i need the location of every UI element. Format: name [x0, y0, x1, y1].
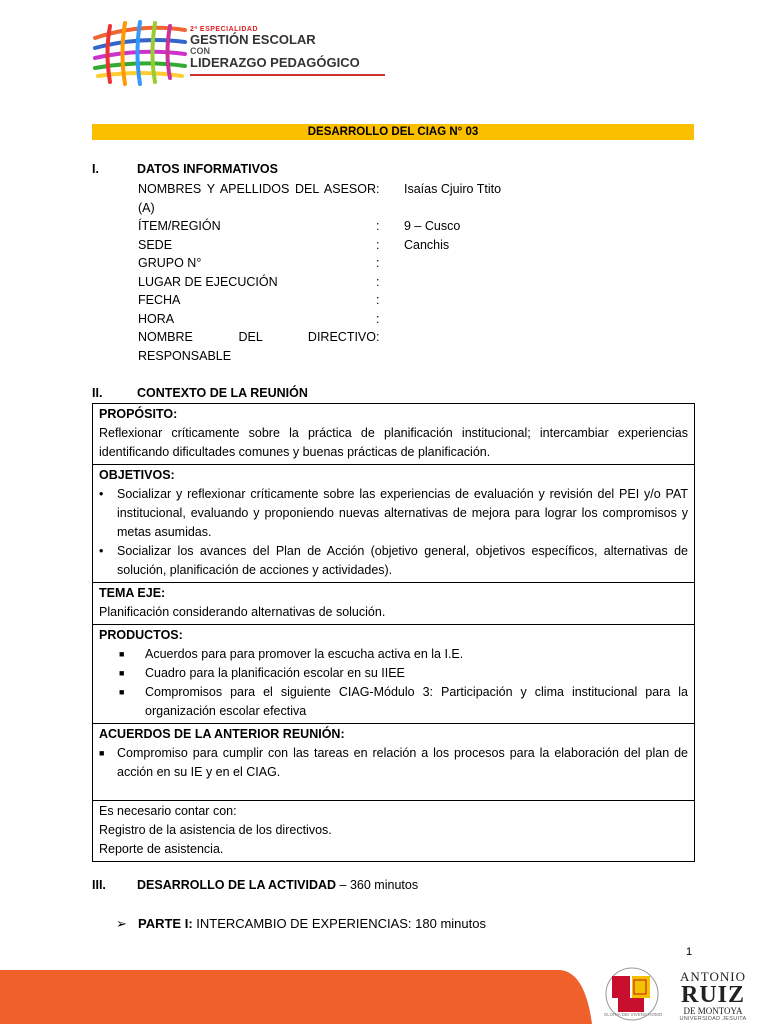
- info-label: ÍTEM/REGIÓN: [138, 219, 221, 233]
- info-label: SEDE: [138, 237, 173, 252]
- info-label: GRUPO N°: [138, 256, 202, 270]
- section-title: CONTEXTO DE LA REUNIÓN: [137, 386, 308, 400]
- tema-eje-cell: [93, 583, 694, 625]
- logo-underline: [190, 74, 385, 76]
- producto-text: Compromisos para el siguiente CIAG-Módulo 3: Participación y clima institucional para la organización escolar efectiva: [145, 685, 688, 718]
- tema-eje-heading: TEMA EJE:: [99, 586, 166, 600]
- acuerdos-cell: [93, 724, 694, 801]
- info-label: LUGAR DE EJECUCIÓN: [138, 274, 278, 289]
- logo-line3: LIDERAZGO PEDAGÓGICO: [190, 55, 360, 71]
- necesario-line: Es necesario contar con:: [99, 804, 237, 818]
- info-colon: :: [376, 293, 380, 307]
- objetivo-text: Socializar y reflexionar críticamente sobre las experiencias de evaluación y revisión del PEI y/o PAT institucional, evaluando y proponiendo nuevas alternativas de mejora para lograr los compromisos y metas asumidas.: [117, 487, 688, 539]
- document-title: DESARROLLO DEL CIAG N° 03: [92, 124, 694, 140]
- info-label: HORA: [138, 311, 175, 326]
- section-title: DATOS INFORMATIVOS: [137, 162, 278, 176]
- page-number: 1: [686, 946, 693, 958]
- info-colon: :: [376, 274, 380, 289]
- datos-informativos-list: [138, 180, 518, 365]
- info-value: [404, 291, 518, 310]
- section-desarrollo-heading: [92, 878, 418, 892]
- info-value: 9 – Cusco: [404, 219, 461, 233]
- tema-eje-text: Planificación considerando alternativas de solución.: [99, 605, 386, 619]
- info-value: [404, 328, 518, 365]
- info-value: Isaías Cjuiro Ttito: [404, 182, 502, 196]
- info-colon: :: [376, 311, 380, 326]
- info-colon: :: [376, 256, 380, 270]
- info-row-region: [138, 217, 518, 236]
- necesario-line: Registro de la asistencia de los directivos.: [99, 823, 332, 837]
- section-datos-informativos-heading: [92, 162, 278, 176]
- info-value: [404, 254, 518, 273]
- info-row-sede: [138, 236, 518, 255]
- university-name-line3: DE MONTOYA: [683, 1006, 743, 1016]
- info-colon: :: [376, 182, 380, 196]
- woven-grid-icon: [90, 18, 190, 88]
- section-number: I.: [92, 162, 99, 176]
- info-label: NOMBRE DEL DIRECTIVO RESPONSABLE: [138, 330, 376, 363]
- parte-label: PARTE I:: [138, 916, 193, 931]
- specialty-logo: [90, 18, 390, 88]
- parte-text: INTERCAMBIO DE EXPERIENCIAS: 180 minutos: [192, 916, 486, 931]
- objetivos-cell: [93, 465, 694, 583]
- producto-text: Acuerdos para para promover la escucha activa en la I.E.: [145, 647, 464, 661]
- list-item: [99, 683, 688, 721]
- objetivos-heading: OBJETIVOS:: [99, 468, 175, 482]
- info-label: NOMBRES Y APELLIDOS DEL ASESOR (A): [138, 182, 376, 215]
- section-number: III.: [92, 878, 106, 892]
- info-colon: :: [376, 219, 380, 233]
- logo-small-text: 2ª ESPECIALIDAD: [190, 26, 259, 33]
- section-duration: – 360 minutos: [336, 878, 419, 892]
- producto-text: Cuadro para la planificación escolar en su IIEE: [145, 666, 405, 680]
- list-item: [99, 542, 688, 580]
- productos-cell: [93, 625, 694, 724]
- square-bullet-icon: ■: [99, 748, 105, 758]
- list-item: [99, 744, 688, 782]
- university-name-line4: UNIVERSIDAD JESUITA: [679, 1016, 747, 1022]
- info-value: [404, 310, 518, 329]
- square-bullet-icon: ■: [119, 668, 125, 678]
- proposito-text: Reflexionar críticamente sobre la práctica de planificación institucional; intercambiar experiencias identificando dificultades comunes y buenas prácticas de planificación.: [99, 426, 688, 459]
- parte-heading: [116, 916, 486, 932]
- proposito-heading: PROPÓSITO:: [99, 407, 178, 421]
- info-row-directivo: [138, 328, 518, 365]
- proposito-cell: [93, 404, 694, 465]
- bullet-icon: •: [99, 487, 104, 501]
- objetivo-text: Socializar los avances del Plan de Acción (objetivo general, objetivos específicos, alternativas de solución, planificación de acciones y actividades).: [117, 544, 688, 577]
- info-colon: :: [376, 237, 380, 252]
- info-value: Canchis: [404, 237, 450, 252]
- square-bullet-icon: ■: [119, 649, 125, 659]
- university-name-line1: ANTONIO: [680, 969, 746, 984]
- necesario-line: Reporte de asistencia.: [99, 842, 224, 856]
- productos-heading: PRODUCTOS:: [99, 628, 183, 642]
- university-logo: [598, 966, 758, 1022]
- square-bullet-icon: ■: [119, 687, 125, 697]
- contexto-table: [92, 403, 695, 862]
- info-row-hora: [138, 310, 518, 329]
- info-label: FECHA: [138, 293, 181, 307]
- info-row-fecha: [138, 291, 518, 310]
- info-row-grupo: [138, 254, 518, 273]
- list-item: [99, 645, 688, 664]
- section-title: DESARROLLO DE LA ACTIVIDAD: [137, 878, 337, 892]
- logo-line2: CON: [190, 45, 210, 56]
- info-row-asesor: [138, 180, 518, 217]
- list-item: [99, 485, 688, 542]
- university-name-line2: RUIZ: [680, 982, 745, 1008]
- list-item: [99, 664, 688, 683]
- bullet-icon: •: [99, 544, 104, 558]
- logo-line1: GESTIÓN ESCOLAR: [190, 32, 316, 48]
- seal-motto: GLORIA DEI VIVENS HOMO: [603, 1012, 663, 1017]
- info-row-lugar: [138, 273, 518, 292]
- section-contexto-heading: [92, 386, 308, 400]
- info-colon: :: [376, 330, 380, 344]
- acuerdos-heading: ACUERDOS DE LA ANTERIOR REUNIÓN:: [99, 727, 345, 741]
- arrow-bullet-icon: ➢: [116, 916, 127, 931]
- necesario-cell: [93, 801, 694, 861]
- section-number: II.: [92, 386, 103, 400]
- acuerdo-text: Compromiso para cumplir con las tareas en relación a los procesos para la elaboración del plan de acción en su IE y en el CIAG.: [117, 746, 688, 779]
- info-value: [404, 273, 518, 292]
